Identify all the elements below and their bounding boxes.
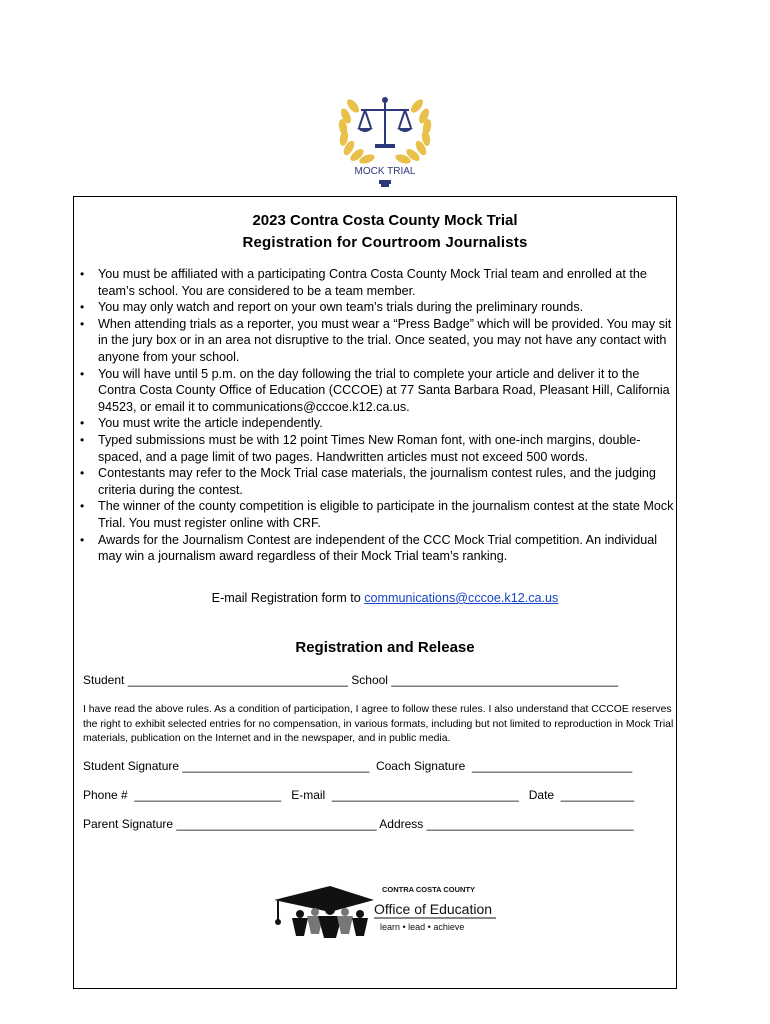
- list-item: • The winner of the county competition is eligible to participate in the journalism contest at the state Mock Trial. You must register online with CRF.: [80, 498, 680, 531]
- page-title: 2023 Contra Costa County Mock Trial: [252, 212, 518, 229]
- email-link[interactable]: communications@cccoe.k12.ca.us: [364, 591, 559, 605]
- org-small-text: CONTRA COSTA COUNTY: [382, 885, 476, 894]
- rules-list: [80, 266, 680, 565]
- parent-address-field[interactable]: Parent Signature ______________________________ Address _______________________________: [83, 817, 634, 831]
- list-item: • You will have until 5 p.m. on the day following the trial to complete your article and deliver it to the Contra Costa County Office of Education (CCCOE) at 77 Santa Barbara Road, Pleasant Hill, California 94523, or email it to communications@cccoe.k12.ca.us.: [80, 366, 680, 416]
- list-item: • Awards for the Journalism Contest are independent of the CCC Mock Trial competition. An individual may win a journalism award regardless of their Mock Trial team’s ranking.: [80, 532, 680, 565]
- list-item: • Typed submissions must be with 12 point Times New Roman font, with one-inch margins, double-spaced, and a page limit of two pages. Handwritten articles must not exceed 500 words.: [80, 432, 680, 465]
- logo-text: MOCK TRIAL: [354, 166, 416, 177]
- list-item: • When attending trials as a reporter, you must wear a “Press Badge” which will be provided. You may sit in the jury box or in an area not disruptive to the trial. Once seated, you may not have any contact with anyone from your school.: [80, 316, 680, 366]
- student-school-field[interactable]: Student _________________________________ School __________________________________: [83, 673, 619, 687]
- graduation-cap-people-icon: [270, 878, 500, 940]
- release-heading: Registration and Release: [295, 639, 475, 656]
- list-item: • You must write the article independently.: [80, 415, 680, 432]
- org-large-text: Office of Education: [374, 901, 493, 917]
- list-item: • Contestants may refer to the Mock Trial case materials, the journalism contest rules, and the judging criteria during the contest.: [80, 465, 680, 498]
- list-item: • You may only watch and report on your own team’s trials during the preliminary rounds.: [80, 299, 680, 316]
- tagline-text: learn • lead • achieve: [380, 922, 465, 932]
- email-prefix: E-mail Registration form to: [211, 591, 365, 605]
- phone-email-date-field[interactable]: Phone # ______________________ E-mail ____________________________ Date ___________: [83, 788, 635, 802]
- page-subtitle: Registration for Courtroom Journalists: [242, 234, 528, 251]
- email-instruction: [0, 590, 770, 606]
- cccoe-logo: [270, 878, 500, 940]
- mock-trial-logo: [335, 92, 435, 200]
- consent-text: I have read the above rules. As a condition of participation, I agree to follow these rules. I also understand that CCCOE reserves the right to exhibit selected entries for no compensation, in various formats, including but not limited to reproduction in Mock Trial materials, publication on the Internet and in the newspaper, and in public media.: [83, 704, 674, 745]
- signature-field[interactable]: Student Signature ____________________________ Coach Signature ________________________: [83, 759, 633, 773]
- scales-of-justice-laurel-icon: [335, 92, 435, 200]
- list-item: • You must be affiliated with a participating Contra Costa County Mock Trial team and enrolled at the team’s school. You are considered to be a team member.: [80, 266, 680, 299]
